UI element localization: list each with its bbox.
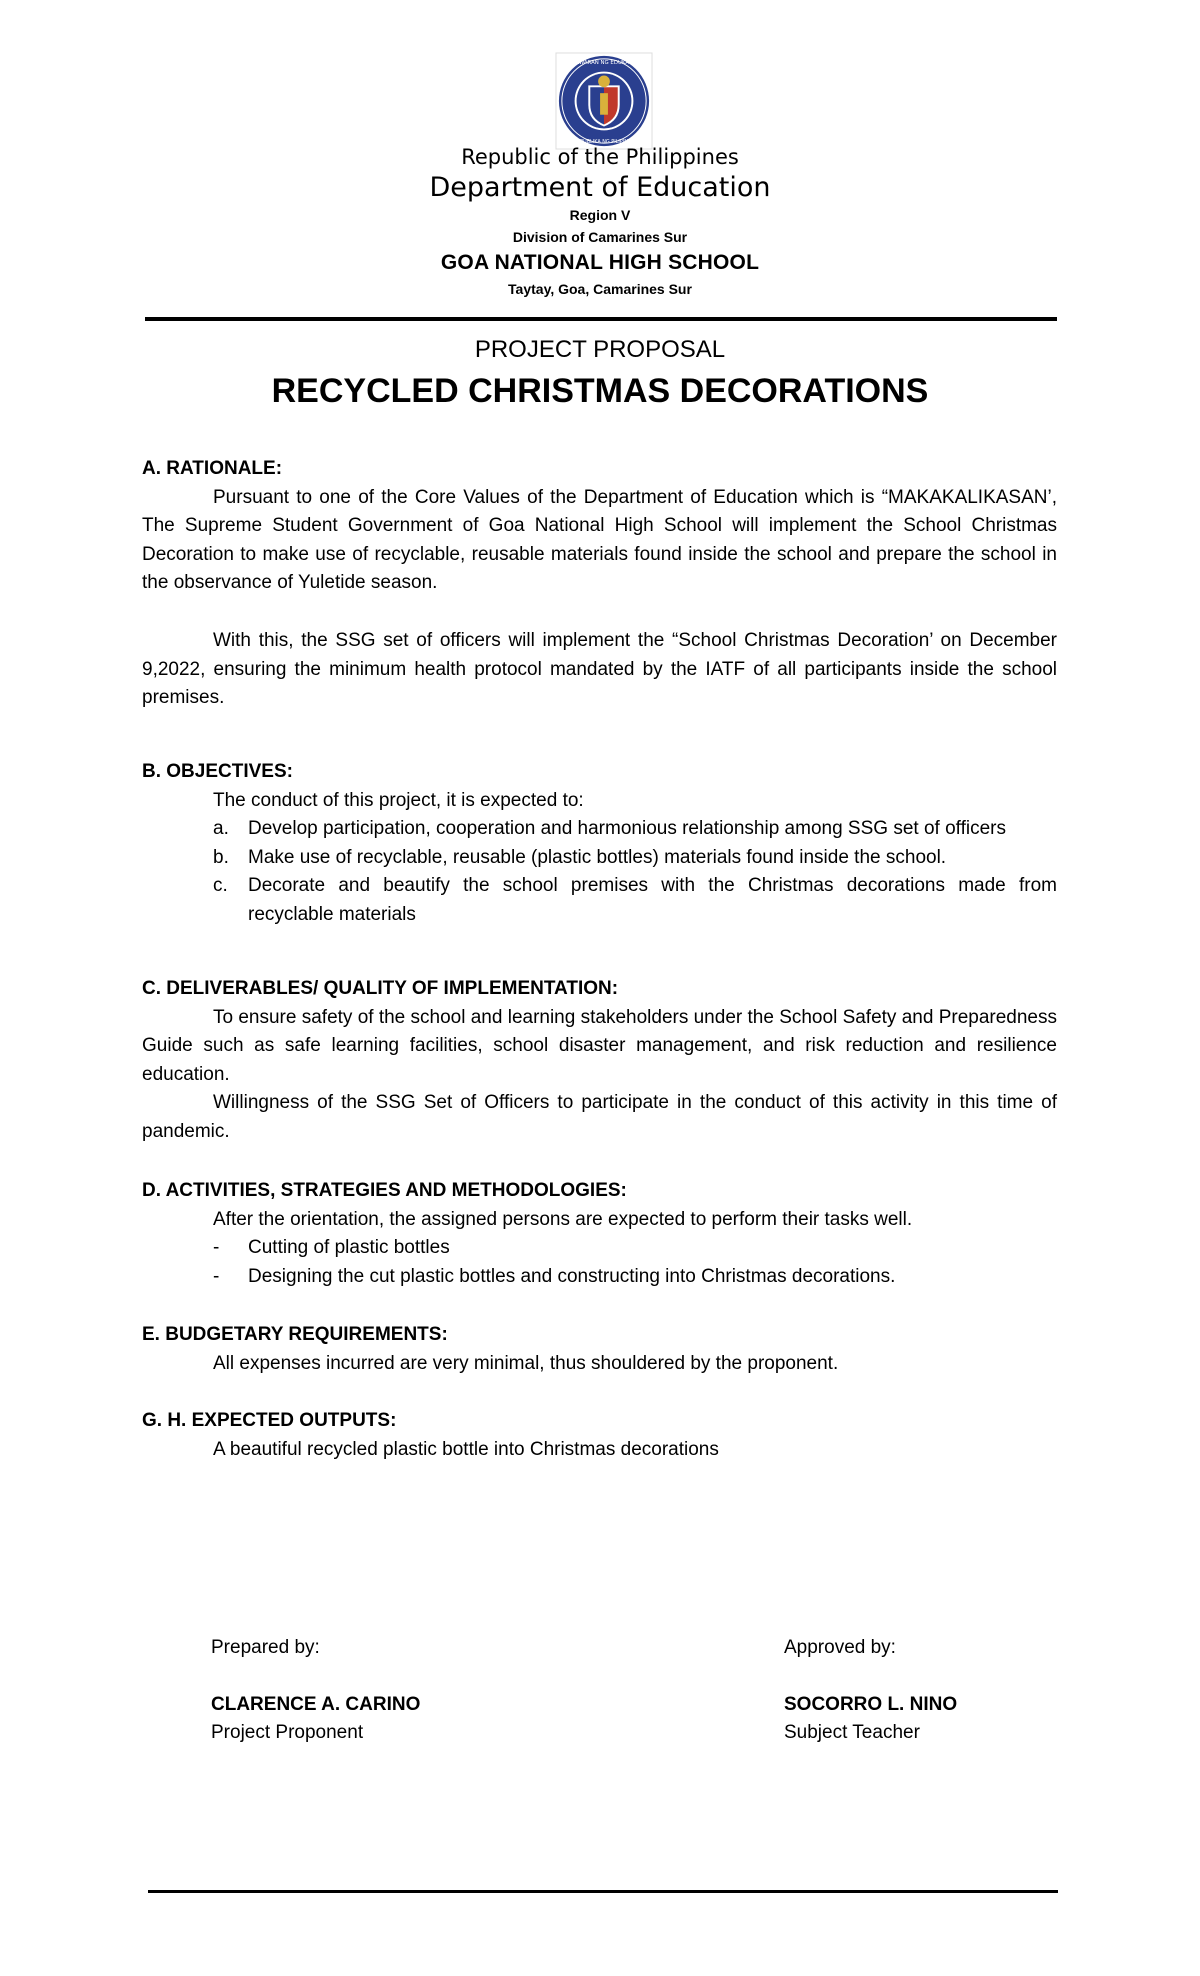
republic-line: Republic of the Philippines: [461, 145, 739, 169]
svg-text:REPUBLIKA NG PILIPINAS: REPUBLIKA NG PILIPINAS: [573, 139, 635, 146]
section-outputs: [142, 1407, 1057, 1464]
objectives-list: [142, 815, 1057, 929]
section-objectives: [142, 758, 1057, 930]
section-heading: G. H. EXPECTED OUTPUTS:: [142, 1410, 397, 1431]
section-budget: [142, 1321, 1057, 1378]
list-item-text: Develop participation, cooperation and harmonious relationship among SSG set of officers: [248, 818, 1006, 840]
list-item: [142, 1263, 1057, 1292]
paragraph: Pursuant to one of the Core Values of the Department of Education which is “MAKAKALIKASAN’, The Supreme Student Government of Goa National High School will implement the School Christmas Decoration to make use of recyclable, reusable materials found inside the school and prepare the school in the observance of Yuletide season.: [142, 486, 1057, 594]
outputs-text: A beautiful recycled plastic bottle into Christmas decorations: [213, 1438, 719, 1460]
list-marker: -: [213, 1265, 220, 1287]
section-heading: B. OBJECTIVES:: [142, 761, 293, 782]
paragraph: To ensure safety of the school and learning stakeholders under the School Safety and Preparedness Guide such as safe learning facilities, school disaster management, and risk reduction and resilience education.: [142, 1006, 1057, 1085]
document-title: RECYCLED CHRISTMAS DECORATIONS: [271, 372, 929, 410]
objectives-intro: The conduct of this project, it is expected to:: [213, 789, 584, 811]
approved-by-block: [784, 1634, 957, 1748]
list-item-text: Designing the cut plastic bottles and constructing into Christmas decorations.: [248, 1265, 896, 1287]
school-name: GOA NATIONAL HIGH SCHOOL: [440, 251, 760, 274]
section-heading: C. DELIVERABLES/ QUALITY OF IMPLEMENTATION:: [142, 978, 619, 999]
department-line: Department of Education: [429, 172, 771, 203]
list-marker: c.: [213, 875, 228, 897]
list-item-text: Decorate and beautify the school premises with the Christmas decorations made from recyclable materials: [248, 875, 1057, 925]
list-item: [142, 844, 1057, 873]
list-item-text: Make use of recyclable, reusable (plastic bottles) materials found inside the school.: [248, 846, 947, 868]
list-marker: b.: [213, 846, 229, 868]
section-heading: A. RATIONALE:: [142, 458, 283, 479]
prepared-by-label: Prepared by:: [211, 1637, 320, 1658]
list-marker: -: [213, 1237, 220, 1259]
list-item-text: Cutting of plastic bottles: [248, 1237, 450, 1259]
approved-by-role: Subject Teacher: [784, 1722, 920, 1744]
document-type: PROJECT PROPOSAL: [474, 336, 726, 363]
prepared-by-name: CLARENCE A. CARINO: [211, 1693, 421, 1715]
section-activities: [142, 1177, 1057, 1291]
section-heading: D. ACTIVITIES, STRATEGIES AND METHODOLOGIES:: [142, 1180, 627, 1201]
section-deliverables: [142, 975, 1057, 1147]
svg-text:KAGAWARAN NG EDUKASYON: KAGAWARAN NG EDUKASYON: [564, 59, 644, 66]
region-line: Region V: [569, 207, 631, 223]
section-rationale-cont: [142, 627, 1057, 713]
list-item: [142, 815, 1057, 844]
header-divider: [145, 317, 1057, 321]
list-item: [142, 872, 1057, 929]
list-marker: a.: [213, 818, 229, 840]
approved-by-label: Approved by:: [784, 1637, 896, 1658]
approved-by-name: SOCORRO L. NINO: [784, 1693, 958, 1715]
deped-seal-icon: [555, 52, 653, 150]
prepared-by-block: [211, 1634, 420, 1748]
school-address: Taytay, Goa, Camarines Sur: [508, 281, 692, 297]
prepared-by-role: Project Proponent: [211, 1722, 364, 1744]
section-rationale: [142, 455, 1057, 598]
paragraph: Willingness of the SSG Set of Officers to participate in the conduct of this activity in this time of pandemic.: [142, 1092, 1057, 1142]
activities-intro: After the orientation, the assigned persons are expected to perform their tasks well.: [213, 1208, 913, 1230]
division-line: Division of Camarines Sur: [512, 229, 688, 245]
activities-list: [142, 1234, 1057, 1291]
list-item: [142, 1234, 1057, 1263]
footer-divider: [148, 1890, 1058, 1893]
section-heading: E. BUDGETARY REQUIREMENTS:: [142, 1324, 448, 1345]
budget-text: All expenses incurred are very minimal, thus shouldered by the proponent.: [213, 1352, 839, 1374]
paragraph: With this, the SSG set of officers will implement the “School Christmas Decoration’ on December 9,2022, ensuring the minimum health protocol mandated by the IATF of all participants inside the school premises.: [142, 630, 1057, 709]
